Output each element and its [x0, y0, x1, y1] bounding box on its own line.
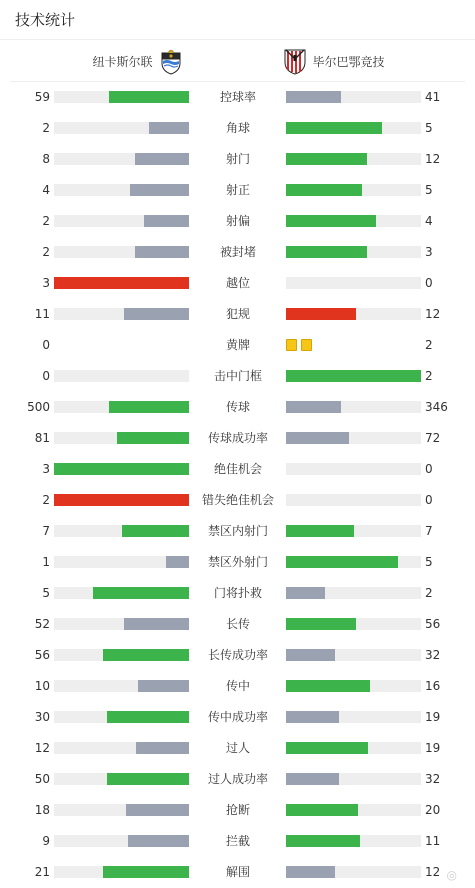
- stat-row: [0, 826, 475, 857]
- home-stat-value: 30: [34, 710, 50, 724]
- away-stat-bar: [286, 525, 421, 537]
- home-stat-bar-fill: [144, 215, 189, 227]
- away-stat-bar: [286, 773, 421, 785]
- home-stat-bar-fill: [103, 866, 189, 878]
- stat-row: [0, 299, 475, 330]
- stat-label: 角球: [225, 121, 250, 135]
- home-stat-bar-fill: [126, 804, 189, 816]
- home-stat-value: 3: [42, 462, 50, 476]
- away-stat-bar: [286, 401, 421, 413]
- away-stat-bar-fill: [286, 432, 349, 444]
- home-stat-bar-fill: [135, 153, 189, 165]
- home-stat-bar-fill: [103, 649, 189, 661]
- home-stat-bar: [54, 308, 189, 320]
- away-stat-bar-fill: [286, 618, 356, 630]
- stat-row: [0, 516, 475, 547]
- away-stat-bar: [286, 246, 421, 258]
- stat-row: [0, 454, 475, 485]
- home-stat-bar: [54, 525, 189, 537]
- away-stat-bar: [286, 184, 421, 196]
- away-stat-bar: [286, 494, 421, 506]
- stat-row: [0, 82, 475, 113]
- away-stat-bar-fill: [286, 525, 354, 537]
- home-stat-bar-fill: [107, 711, 189, 723]
- away-stat-bar-fill: [286, 370, 421, 382]
- home-stat-bar-fill: [128, 835, 189, 847]
- stat-label: 拦截: [225, 834, 250, 848]
- home-stat-bar: [54, 246, 189, 258]
- stat-label: 黄牌: [225, 338, 250, 352]
- away-stat-bar: [286, 370, 421, 382]
- stat-label: 传中: [225, 679, 250, 693]
- away-stat-bar: [286, 618, 421, 630]
- away-stat-value: 2: [425, 586, 433, 600]
- stat-row: [0, 144, 475, 175]
- stat-row: [0, 361, 475, 392]
- home-stat-value: 2: [42, 121, 50, 135]
- stat-row: [0, 485, 475, 516]
- home-stat-bar: [54, 432, 189, 444]
- home-stat-value: 50: [34, 772, 50, 786]
- away-stat-bar-fill: [286, 711, 339, 723]
- page-title: 技术统计: [15, 11, 76, 29]
- stat-row: [0, 175, 475, 206]
- watermark-mark: ◎: [446, 868, 457, 882]
- away-stat-bar-fill: [286, 804, 358, 816]
- home-stat-bar-fill: [122, 525, 190, 537]
- home-stat-bar: [54, 742, 189, 754]
- home-stat-bar-fill: [54, 277, 189, 289]
- home-stat-bar: [54, 463, 189, 475]
- away-stat-value: 56: [425, 617, 441, 631]
- away-stat-bar: [286, 866, 421, 878]
- home-stat-bar: [54, 835, 189, 847]
- away-stat-bar: [286, 556, 421, 568]
- home-stat-bar-fill: [166, 556, 189, 568]
- home-stat-value: 0: [42, 338, 50, 352]
- header: [0, 0, 475, 40]
- home-stat-bar-fill: [124, 618, 189, 630]
- home-stat-bar: [54, 649, 189, 661]
- away-stat-value: 0: [425, 462, 433, 476]
- home-stat-bar-fill: [136, 742, 189, 754]
- home-stat-bar: [54, 401, 189, 413]
- away-stat-bar-fill: [286, 401, 341, 413]
- away-stat-value: 19: [425, 741, 441, 755]
- stat-row: [0, 206, 475, 237]
- athletic-bilbao-crest-icon: [283, 47, 307, 75]
- stat-label: 抢断: [225, 803, 250, 817]
- home-stat-value: 500: [27, 400, 50, 414]
- home-stat-value: 81: [34, 431, 50, 445]
- home-stat-value: 2: [42, 493, 50, 507]
- away-stat-value: 11: [425, 834, 441, 848]
- away-stat-bar-fill: [286, 91, 341, 103]
- away-stat-bar: [286, 835, 421, 847]
- home-stat-value: 9: [42, 834, 50, 848]
- stat-row: [0, 547, 475, 578]
- home-stat-bar-fill: [135, 246, 189, 258]
- home-stat-value: 12: [34, 741, 50, 755]
- stat-label: 错失绝佳机会: [201, 493, 274, 507]
- home-stat-bar-fill: [117, 432, 189, 444]
- away-stat-bar: [286, 680, 421, 692]
- away-stat-value: 0: [425, 276, 433, 290]
- away-stat-value: 12: [425, 152, 441, 166]
- home-stat-bar-fill: [130, 184, 189, 196]
- home-stat-bar: [54, 215, 189, 227]
- away-stat-value: 19: [425, 710, 441, 724]
- home-stat-bar: [54, 494, 189, 506]
- away-stat-value: 72: [425, 431, 441, 445]
- home-stat-value: 52: [34, 617, 50, 631]
- away-stat-bar: [286, 122, 421, 134]
- away-stat-bar: [286, 308, 421, 320]
- home-stat-value: 7: [42, 524, 50, 538]
- stat-row: [0, 671, 475, 702]
- stat-row: [0, 330, 475, 361]
- away-stat-bar-fill: [286, 835, 360, 847]
- away-stat-value: 346: [425, 400, 448, 414]
- away-stat-bar: [286, 804, 421, 816]
- away-stat-value: 5: [425, 183, 433, 197]
- home-stat-bar: [54, 866, 189, 878]
- newcastle-crest-icon: [159, 47, 183, 75]
- home-stat-bar: [54, 804, 189, 816]
- home-stat-bar-fill: [109, 91, 189, 103]
- home-stat-bar: [54, 711, 189, 723]
- home-stat-bar: [54, 277, 189, 289]
- home-stat-bar-fill: [54, 494, 189, 506]
- home-stat-bar: [54, 339, 189, 351]
- home-stat-value: 0: [42, 369, 50, 383]
- home-stat-bar-fill: [124, 308, 189, 320]
- home-stat-bar: [54, 184, 189, 196]
- away-stat-bar-fill: [286, 773, 339, 785]
- away-stat-value: 12: [425, 307, 441, 321]
- home-stat-value: 8: [42, 152, 50, 166]
- home-stat-bar-fill: [109, 401, 189, 413]
- away-stat-bar-fill: [286, 246, 367, 258]
- home-stat-bar: [54, 122, 189, 134]
- teams-bar: [10, 41, 465, 82]
- yellow-card-icon: [301, 339, 312, 351]
- home-stat-value: 10: [34, 679, 50, 693]
- home-stat-bar: [54, 680, 189, 692]
- stat-row: [0, 113, 475, 144]
- stat-label: 射门: [225, 152, 250, 166]
- stat-label: 犯规: [225, 307, 250, 321]
- away-stat-value: 12: [425, 865, 441, 879]
- away-stat-value: 20: [425, 803, 441, 817]
- home-stat-bar-fill: [138, 680, 189, 692]
- away-stat-bar: [286, 432, 421, 444]
- stat-label: 控球率: [219, 90, 256, 104]
- away-stat-bar-fill: [286, 680, 370, 692]
- home-stat-bar-fill: [93, 587, 189, 599]
- away-stat-bar-fill: [286, 215, 376, 227]
- stat-row: [0, 640, 475, 671]
- stat-row: [0, 702, 475, 733]
- away-team-name: 毕尔巴鄂竞技: [312, 54, 385, 69]
- stat-label: 射偏: [225, 214, 250, 228]
- stat-label: 禁区外射门: [207, 555, 268, 569]
- home-team-name: 纽卡斯尔联: [92, 54, 153, 69]
- stat-label: 传中成功率: [207, 710, 268, 724]
- home-stat-value: 3: [42, 276, 50, 290]
- home-stat-value: 4: [42, 183, 50, 197]
- stat-row: [0, 392, 475, 423]
- stat-label: 长传成功率: [207, 648, 268, 662]
- away-stat-bar: [286, 587, 421, 599]
- home-stat-value: 11: [34, 307, 50, 321]
- stat-row: [0, 268, 475, 299]
- away-stat-bar: [286, 463, 421, 475]
- away-stat-value: 32: [425, 772, 441, 786]
- home-stat-value: 2: [42, 214, 50, 228]
- stat-label: 过人成功率: [207, 772, 268, 786]
- away-stat-bar: [286, 153, 421, 165]
- away-stat-bar: [286, 711, 421, 723]
- home-stat-bar: [54, 587, 189, 599]
- away-stat-value: 3: [425, 245, 433, 259]
- home-stat-value: 5: [42, 586, 50, 600]
- stat-label: 绝佳机会: [213, 462, 262, 476]
- away-team[interactable]: [238, 41, 385, 81]
- away-stat-bar: [286, 215, 421, 227]
- yellow-card-icon: [286, 339, 297, 351]
- away-stat-bar-fill: [286, 866, 335, 878]
- home-stat-value: 18: [34, 803, 50, 817]
- stat-label: 被封堵: [219, 245, 256, 259]
- stat-label: 禁区内射门: [207, 524, 268, 538]
- stat-label: 射正: [225, 183, 250, 197]
- away-stat-bar: [286, 277, 421, 289]
- away-stat-bar-fill: [286, 308, 356, 320]
- stat-label: 传球: [225, 400, 250, 414]
- away-stat-value: 7: [425, 524, 433, 538]
- home-stat-value: 59: [34, 90, 50, 104]
- home-stat-value: 56: [34, 648, 50, 662]
- stat-label: 过人: [225, 741, 250, 755]
- stat-row: [0, 578, 475, 609]
- home-stat-value: 1: [42, 555, 50, 569]
- away-stat-value: 5: [425, 555, 433, 569]
- away-stat-bar-fill: [286, 742, 368, 754]
- away-stat-bar: [286, 91, 421, 103]
- away-stat-value: 32: [425, 648, 441, 662]
- home-stat-bar: [54, 91, 189, 103]
- away-stat-value: 2: [425, 369, 433, 383]
- stat-row: [0, 857, 475, 888]
- home-stat-bar: [54, 370, 189, 382]
- stat-label: 越位: [225, 276, 250, 290]
- home-stat-bar: [54, 773, 189, 785]
- stat-label: 解围: [225, 865, 250, 879]
- away-stat-bar-fill: [286, 122, 382, 134]
- away-stat-bar-fill: [286, 153, 367, 165]
- away-stat-bar-fill: [286, 184, 362, 196]
- away-stat-value: 2: [425, 338, 433, 352]
- away-stat-value: 4: [425, 214, 433, 228]
- away-yellow-cards: [286, 339, 312, 351]
- stat-label: 击中门框: [213, 369, 262, 383]
- stat-row: [0, 795, 475, 826]
- stat-label: 长传: [225, 617, 250, 631]
- stat-row: [0, 733, 475, 764]
- away-stat-bar-fill: [286, 587, 325, 599]
- away-stat-bar: [286, 742, 421, 754]
- away-stat-bar: [286, 649, 421, 661]
- away-stat-value: 5: [425, 121, 433, 135]
- home-stat-bar-fill: [107, 773, 189, 785]
- home-stat-bar-fill: [54, 463, 189, 475]
- home-stat-value: 21: [34, 865, 50, 879]
- away-stat-value: 41: [425, 90, 441, 104]
- home-stat-bar: [54, 556, 189, 568]
- home-team[interactable]: [92, 41, 237, 81]
- away-stat-bar-fill: [286, 556, 398, 568]
- away-stat-bar-fill: [286, 649, 335, 661]
- home-stat-bar: [54, 153, 189, 165]
- stat-row: [0, 237, 475, 268]
- stat-row: [0, 764, 475, 795]
- stat-row: [0, 423, 475, 454]
- home-stat-bar-fill: [149, 122, 190, 134]
- stat-label: 传球成功率: [207, 431, 268, 445]
- home-stat-bar: [54, 618, 189, 630]
- away-stat-value: 0: [425, 493, 433, 507]
- home-stat-value: 2: [42, 245, 50, 259]
- stat-row: [0, 609, 475, 640]
- stat-label: 门将扑救: [213, 586, 262, 600]
- away-stat-value: 16: [425, 679, 441, 693]
